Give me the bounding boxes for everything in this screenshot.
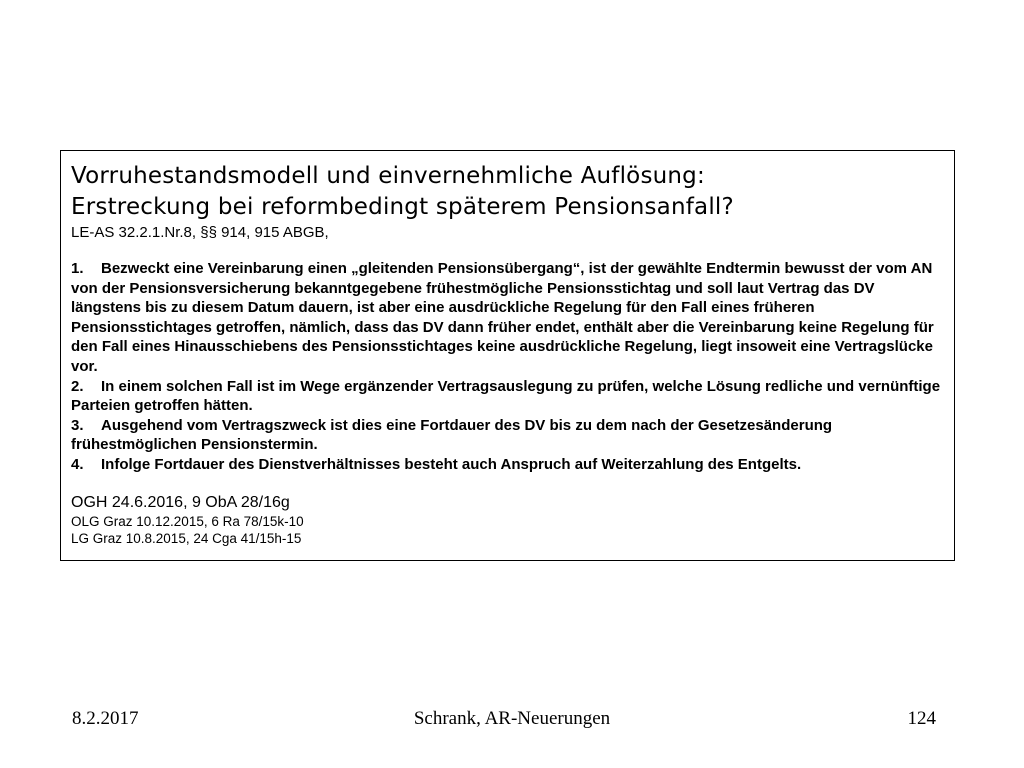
- headnote-item-1: [71, 259, 944, 377]
- footer-author: Schrank, AR-Neuerungen: [413, 708, 611, 729]
- spacer: [71, 475, 944, 493]
- slide-title-line-1: Vorruhestandsmodell und einvernehmliche Auflösung:: [71, 163, 705, 189]
- headnote-text: In einem solchen Fall ist im Wege ergänzender Vertragsauslegung zu prüfen, welche Lösung redliche und vernünftige Parteien getroffen hätten.: [71, 377, 941, 415]
- headnote-item-2: [71, 377, 944, 416]
- lower-court-citation-2: LG Graz 10.8.2015, 24 Cga 41/15h-15: [71, 530, 302, 546]
- headnote-number: 1.: [71, 260, 84, 277]
- decision-citation: OGH 24.6.2016, 9 ObA 28/16g: [71, 493, 290, 511]
- footer-page-number: 124: [907, 708, 936, 729]
- headnote-number: 3.: [71, 416, 84, 434]
- headnote-item-3: [71, 416, 944, 455]
- headnote-number: 4.: [71, 455, 84, 473]
- headnote-list: [71, 259, 944, 475]
- footer-date: 8.2.2017: [72, 708, 139, 729]
- slide-title-line-2: Erstreckung bei reformbedingt späterem Pensionsanfall?: [71, 194, 734, 220]
- headnote-item-4: [71, 455, 944, 475]
- legal-reference: LE-AS 32.2.1.Nr.8, §§ 914, 915 ABGB,: [71, 224, 329, 241]
- spacer: [71, 242, 944, 259]
- slide-title: [71, 161, 944, 223]
- headnote-number: 2.: [71, 377, 84, 395]
- headnote-text: Infolge Fortdauer des Dienstverhältnisses besteht auch Anspruch auf Weiterzahlung des Entgelts.: [101, 455, 802, 473]
- content-box: [60, 150, 955, 561]
- headnote-text: Bezweckt eine Vereinbarung einen „gleitenden Pensionsübergang“, ist der gewählte Endtermin bewusst der vom AN von der Pensionsversicherung bekanntgegebene frühestmögliche Pensionsstichtag und soll laut Vertrag das DV längstens bis zu diesem Datum dauern, ist aber eine ausdrückliche Regelung für den Fall eines früheren Pensionsstichtages getroffen, nämlich, dass das DV dann früher endet, enthält aber die Vereinbarung keine Regelung für den Fall eines Hinausschiebens des Pensionsstichtages keine ausdrückliche Regelung, liegt insoweit eine Vertragslücke vor.: [71, 260, 934, 375]
- lower-court-citation-1: OLG Graz 10.12.2015, 6 Ra 78/15k-10: [71, 513, 304, 529]
- headnote-text: Ausgehend vom Vertragszweck ist dies eine Fortdauer des DV bis zu dem nach der Gesetzesänderung frühestmöglichen Pensionstermin.: [71, 416, 833, 454]
